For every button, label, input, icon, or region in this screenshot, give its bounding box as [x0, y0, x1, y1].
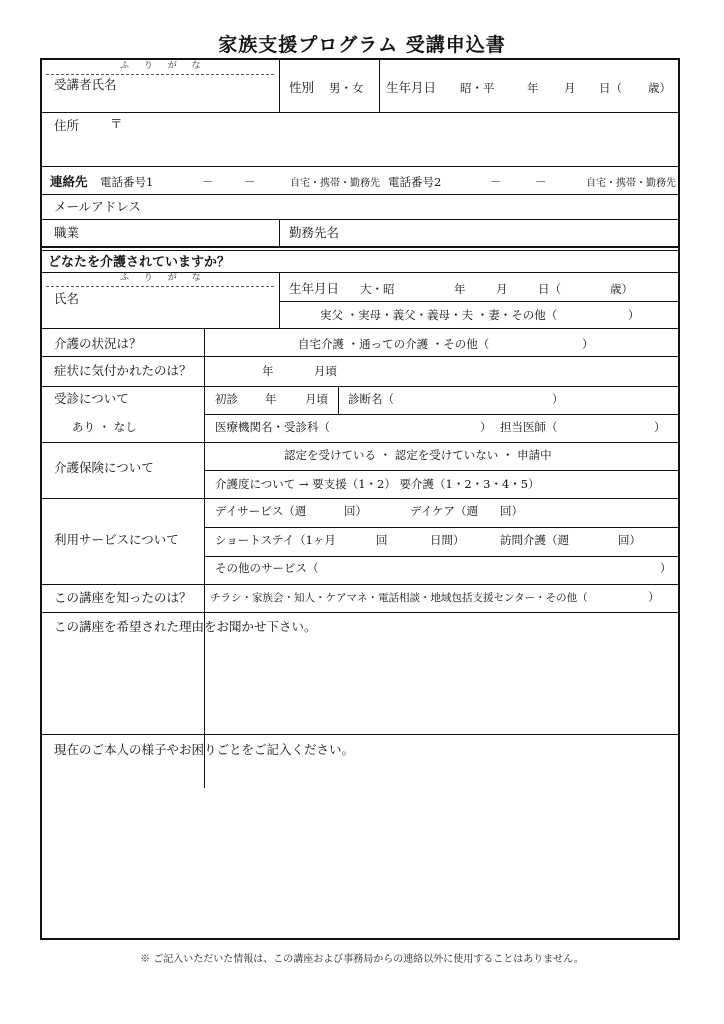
divider: [204, 527, 678, 528]
doctor-close: ）: [654, 420, 666, 434]
symptoms-year: 年: [262, 364, 274, 378]
home-care-count: 回）: [618, 533, 641, 547]
symptoms-month: 月頃: [314, 364, 337, 378]
insurance-level[interactable]: 介護度について → 要支援（1・2） 要介護（1・2・3・4・5）: [215, 477, 540, 491]
applicant-dob-year: 年: [527, 81, 539, 95]
divider: [42, 612, 678, 613]
divider: [42, 166, 678, 167]
diagnosis-label: 診断名（: [348, 392, 394, 406]
applicant-furigana-label: ふ り が な: [120, 61, 207, 71]
contact-label: 連絡先: [50, 174, 88, 189]
other-service-close: ）: [660, 561, 672, 575]
doctor-label: 担当医師（: [500, 420, 558, 434]
diagnosis-close: ）: [552, 392, 564, 406]
address-label: 住所: [54, 118, 80, 133]
job-label: 職業: [54, 225, 80, 240]
recipient-dob-year: 年: [454, 282, 466, 296]
divider: [338, 386, 339, 414]
phone1-dash-2: －: [244, 175, 256, 189]
phone2-type[interactable]: 自宅・携帯・勤務先: [586, 178, 676, 189]
recipient-dob-age: 歳）: [610, 282, 633, 296]
services-label: 利用サービスについて: [54, 532, 179, 547]
divider: [279, 219, 280, 246]
email-label: メールアドレス: [54, 199, 141, 214]
care-status-label: 介護の状況は？: [54, 336, 142, 351]
applicant-dob-month: 月: [564, 81, 576, 95]
gender-options[interactable]: 男・女: [329, 81, 364, 95]
recipient-dob-month: 月: [496, 282, 508, 296]
consultation-label: 受診について: [54, 391, 129, 406]
first-visit-month: 月頃: [305, 392, 328, 406]
phone1-label: 電話番号1: [100, 175, 154, 189]
insurance-label: 介護保険について: [54, 460, 154, 475]
applicant-dob-era[interactable]: 昭・平: [460, 81, 495, 95]
recipient-furigana-label: ふ り が な: [120, 273, 207, 283]
source-options[interactable]: チラシ・家族会・知人・ケアマネ・電話相談・地域包括支援センター・その他（: [210, 592, 588, 604]
divider: [42, 250, 678, 251]
furigana-divider: [46, 286, 274, 287]
first-visit-year: 年: [265, 392, 277, 406]
care-recipient-heading: どなたを介護されていますか？: [48, 255, 231, 270]
divider: [42, 498, 678, 499]
workplace-label: 勤務先名: [289, 225, 340, 240]
divider: [42, 328, 678, 329]
insurance-status[interactable]: 認定を受けている ・ 認定を受けていない ・ 申請中: [284, 448, 552, 462]
divider: [204, 414, 678, 415]
relation-close: ）: [628, 308, 640, 322]
home-care-label: 訪問介護（週: [500, 533, 569, 547]
applicant-dob-day: 日（: [599, 81, 622, 95]
divider: [42, 219, 678, 220]
divider: [204, 556, 678, 557]
care-status-close: ）: [582, 337, 594, 351]
divider: [204, 470, 678, 471]
form-title: 家族支援プログラム 受講申込書: [218, 34, 506, 56]
recipient-dob-era[interactable]: 大・昭: [360, 282, 395, 296]
recipient-dob-label: 生年月日: [289, 281, 340, 296]
divider: [42, 356, 678, 357]
first-visit-label: 初診: [215, 392, 238, 406]
short-stay-days: 日間）: [430, 533, 465, 547]
day-care-count: 回）: [500, 504, 523, 518]
reason-label: この講座を希望された理由をお聞かせ下さい。: [54, 619, 317, 634]
divider: [42, 442, 678, 443]
consultation-yes-no[interactable]: あり ・ なし: [72, 420, 137, 434]
applicant-dob-age: 歳）: [648, 81, 671, 95]
applicant-dob-label: 生年月日: [386, 80, 437, 95]
recipient-name-label: 氏名: [54, 291, 80, 306]
situation-label: 現在のご本人の様子やお困りごとをご記入ください。: [54, 742, 355, 757]
divider: [42, 584, 678, 585]
divider: [279, 301, 678, 302]
care-status-options[interactable]: 自宅介護 ・通っての介護 ・その他（: [298, 337, 490, 351]
phone1-dash-1: －: [202, 175, 214, 189]
day-service-count: 回）: [344, 504, 367, 518]
phone1-type[interactable]: 自宅・携帯・勤務先: [290, 178, 380, 189]
day-care-label: デイケア（週: [410, 504, 478, 518]
short-stay-label: ショートステイ（1ヶ月: [215, 533, 336, 547]
relation-options[interactable]: 実父 ・実母・義父・義母・夫 ・妻・その他（: [320, 308, 558, 322]
other-service-label: その他のサービス（: [215, 561, 319, 575]
phone2-dash-1: －: [490, 175, 502, 189]
source-close: ）: [648, 590, 660, 604]
divider: [279, 60, 280, 112]
postal-mark: 〒: [110, 116, 123, 131]
divider: [42, 246, 678, 248]
symptoms-label: 症状に気付かれたのは？: [54, 363, 192, 378]
applicant-name-label: 受講者氏名: [54, 77, 117, 92]
recipient-dob-day: 日（: [538, 282, 561, 296]
divider: [279, 272, 280, 328]
phone2-dash-2: －: [535, 175, 547, 189]
divider: [379, 60, 380, 112]
privacy-footnote: ※ ご記入いただいた情報は、この講座および事務局からの連絡以外に使用することはありません。: [140, 954, 584, 965]
divider: [42, 386, 678, 387]
institution-label: 医療機関名・受診科（: [215, 420, 330, 434]
application-form: [40, 58, 680, 940]
gender-label: 性別: [289, 80, 315, 95]
furigana-divider: [46, 74, 274, 75]
divider: [42, 734, 678, 735]
short-stay-count: 回: [376, 533, 388, 547]
divider: [204, 328, 205, 788]
phone2-label: 電話番号2: [388, 175, 442, 189]
day-service-label: デイサービス（週: [215, 504, 307, 518]
divider: [42, 194, 678, 195]
institution-close: ）: [480, 420, 492, 434]
source-label: この講座を知ったのは？: [54, 590, 192, 605]
divider: [42, 112, 678, 113]
